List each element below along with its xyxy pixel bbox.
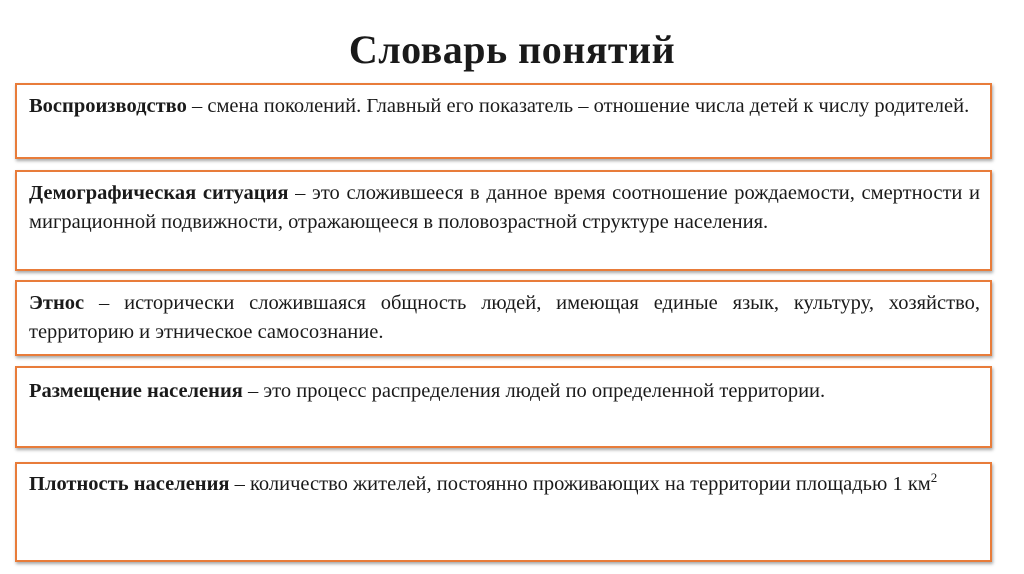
term-name: Плотность населения (29, 473, 230, 495)
term-name: Размещение населения (29, 380, 243, 402)
term-card-reproduction (15, 83, 992, 159)
superscript-exponent: 2 (930, 470, 938, 486)
term-card-population-density (15, 462, 992, 562)
term-definition: – это сложившееся в данное время соотношение рождаемости, смертности и миграционной подвижности, отражающееся в половозрастной структуре населения. (29, 182, 981, 233)
term-card-demographic-situation (15, 170, 992, 271)
term-name: Воспроизводство (29, 95, 187, 117)
term-definition: – исторически сложившаяся общность людей, имеющая единые язык, культуру, хозяйство, территорию и этническое самосознание. (29, 292, 980, 343)
term-name: Этнос (29, 292, 85, 314)
term-card-population-distribution (15, 366, 992, 448)
slide-title: Словарь понятий (348, 27, 676, 72)
term-definition: – это процесс распределения людей по определенной территории. (242, 380, 826, 402)
term-name: Демографическая ситуация (29, 182, 289, 204)
term-definition: – смена поколений. Главный его показатель – отношение числа детей к числу родителей. (186, 95, 970, 117)
term-card-ethnos (15, 280, 992, 356)
term-definition: – количество жителей, постоянно проживающих на территории площадью 1 км (229, 473, 931, 495)
